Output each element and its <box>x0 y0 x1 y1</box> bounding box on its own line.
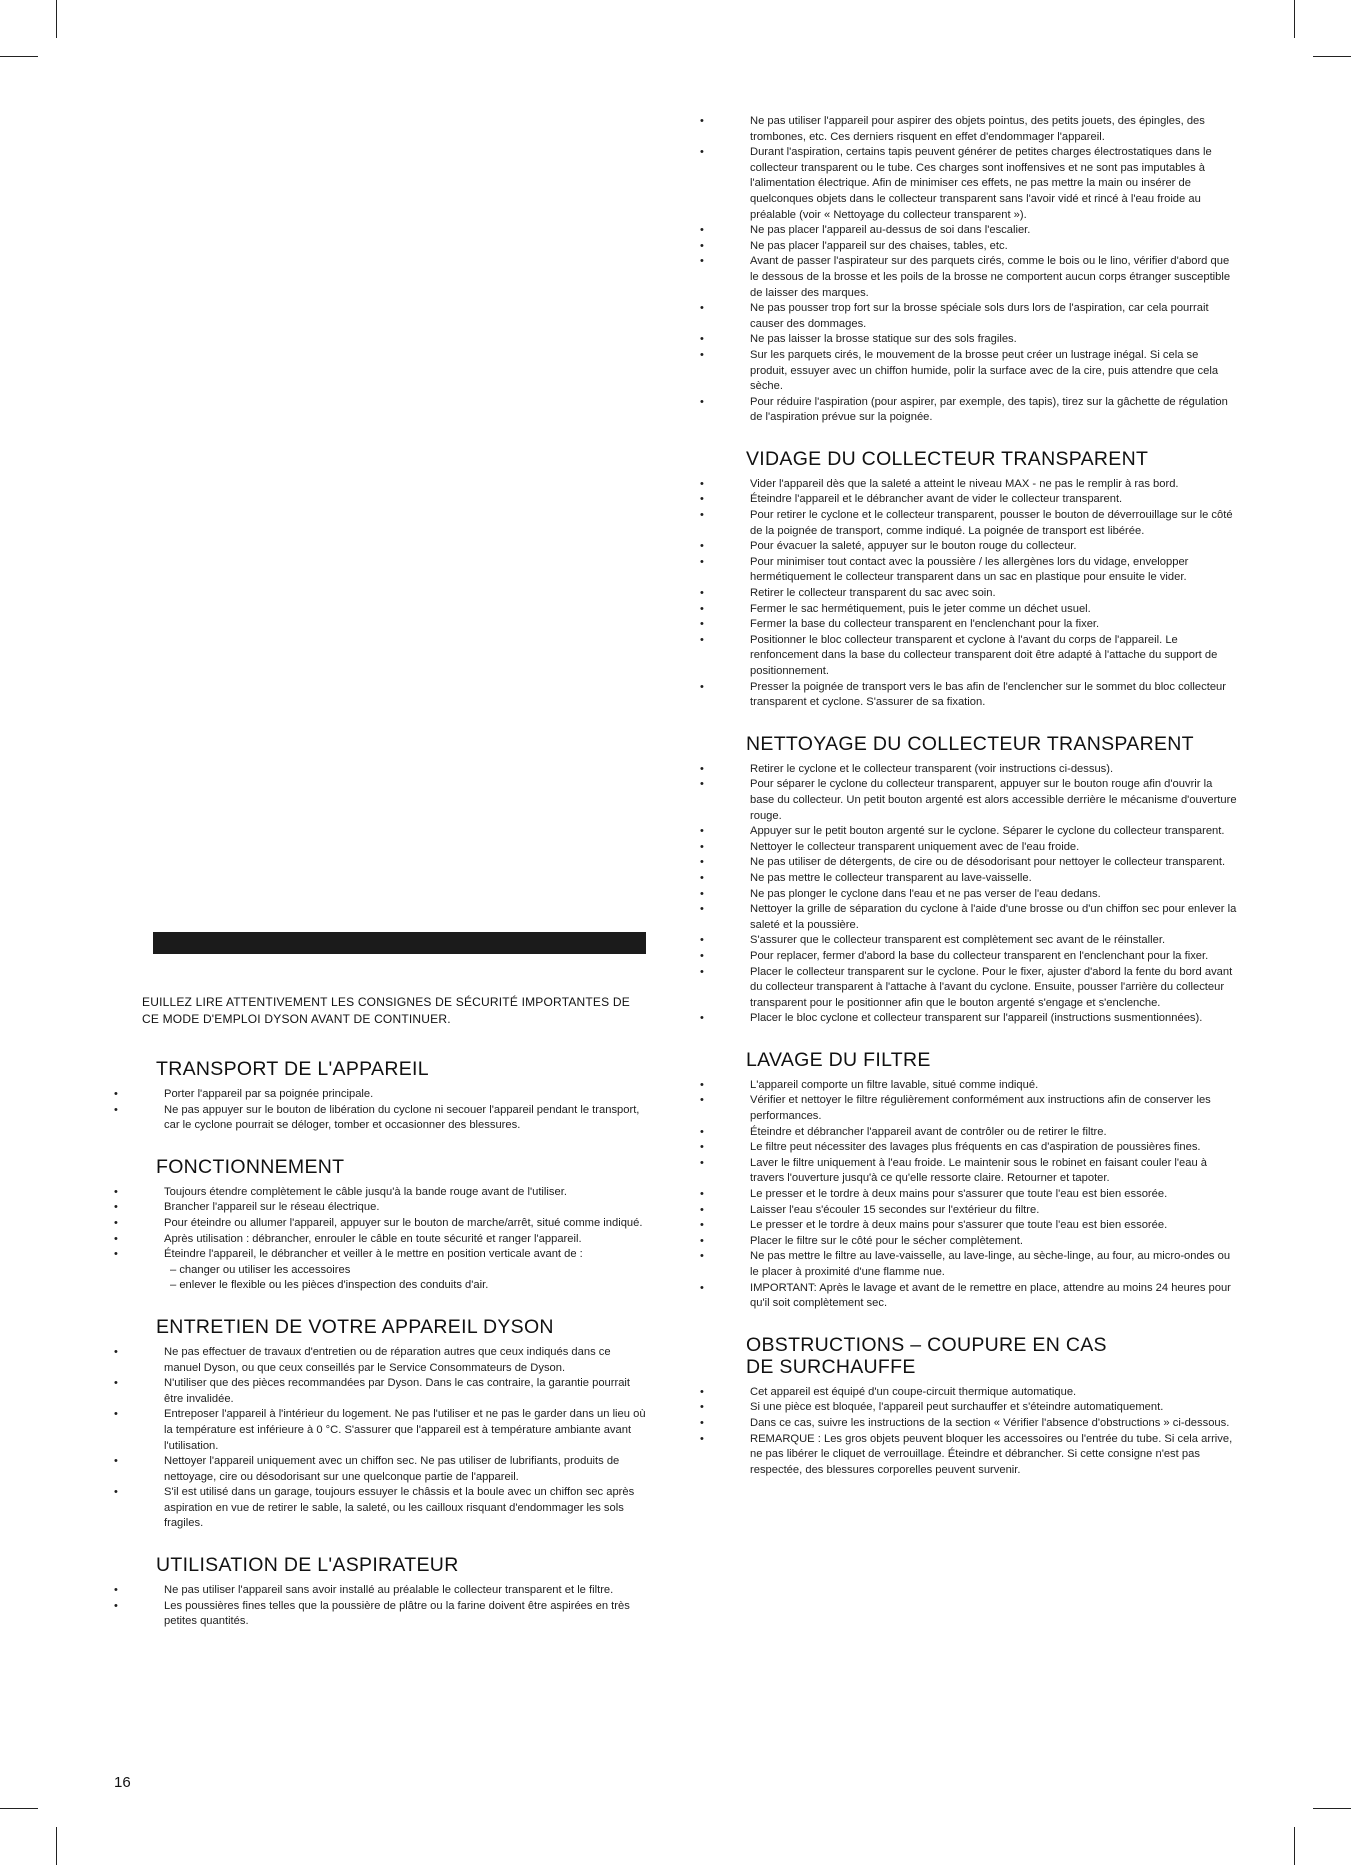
crop-mark <box>1313 1808 1351 1809</box>
section-title-nettoyage: NETTOYAGE DU COLLECTEUR TRANSPARENT <box>746 732 1194 755</box>
list-item: • Dans ce cas, suivre les instructions de la section « Vérifier l'absence d'obstructions » ci-dessous. <box>700 1416 1237 1432</box>
list-item: • Durant l'aspiration, certains tapis peuvent générer de petites charges électrostatiques dans le collecteur transparent ou le tube. Ces charges sont inoffensives et ne sont pas imputables à l'alimentation électrique. Afin de minimiser ces effets, ne pas mettre la main ou insérer de quelconques objets dans le collecteur transparent sans l'avoir vidé et rincé à l'eau froide au préalable (voir « Nettoyage du collecteur transparent »). <box>700 145 1237 223</box>
vidage-list <box>700 477 1237 711</box>
list-item: • Ne pas pousser trop fort sur la brosse spéciale sols durs lors de l'aspiration, car cela pourrait causer des dommages. <box>700 301 1237 332</box>
section-transport <box>114 1058 648 1134</box>
section-obstructions <box>700 1334 1237 1479</box>
obstructions-list <box>700 1385 1237 1479</box>
list-item: • Toujours étendre complètement le câble jusqu'à la bande rouge avant de l'utiliser. <box>114 1185 648 1201</box>
list-item: • Pour replacer, fermer d'abord la base du collecteur transparent en l'enclenchant pour la fixer. <box>700 949 1237 965</box>
section-vidage <box>700 448 1237 711</box>
sub-item: – enlever le flexible ou les pièces d'inspection des conduits d'air. <box>170 1279 489 1292</box>
section-lavage <box>700 1049 1237 1312</box>
section-title-lavage: LAVAGE DU FILTRE <box>746 1048 931 1071</box>
list-item: • S'assurer que le collecteur transparent est complètement sec avant de le réinstaller. <box>700 933 1237 949</box>
section-title-entretien: ENTRETIEN DE VOTRE APPAREIL DYSON <box>156 1315 554 1338</box>
list-item: • Vérifier et nettoyer le filtre régulièrement conformément aux instructions afin de conserver les performances. <box>700 1093 1237 1124</box>
list-item: • Porter l'appareil par sa poignée principale. <box>114 1087 648 1103</box>
section-title-line: DE SURCHAUFFE <box>746 1355 916 1378</box>
fonctionnement-list <box>114 1185 648 1263</box>
list-item: • Ne pas placer l'appareil au-dessus de soi dans l'escalier. <box>700 223 1237 239</box>
list-item: • Après utilisation : débrancher, enrouler le câble en toute sécurité et ranger l'appareil. <box>114 1232 648 1248</box>
section-title-fonctionnement: FONCTIONNEMENT <box>156 1155 345 1178</box>
list-item: • Éteindre l'appareil et le débrancher avant de vider le collecteur transparent. <box>700 492 1237 508</box>
list-item: • Ne pas utiliser de détergents, de cire ou de désodorisant pour nettoyer le collecteur transparent. <box>700 855 1237 871</box>
section-title-utilisation: UTILISATION DE L'ASPIRATEUR <box>156 1554 459 1577</box>
list-item: • Retirer le collecteur transparent du sac avec soin. <box>700 586 1237 602</box>
list-item: • Fermer le sac hermétiquement, puis le jeter comme un déchet usuel. <box>700 602 1237 618</box>
crop-mark <box>0 56 38 57</box>
utilisation-list <box>114 1583 648 1630</box>
list-item: • Fermer la base du collecteur transparent en l'enclenchant pour la fixer. <box>700 617 1237 633</box>
utilisation-cont-list <box>700 114 1237 426</box>
list-item: • Ne pas utiliser l'appareil sans avoir installé au préalable le collecteur transparent et le filtre. <box>114 1583 648 1599</box>
list-item: • Les poussières fines telles que la poussière de plâtre ou la farine doivent être aspirées en très petites quantités. <box>114 1599 648 1630</box>
list-item: • Éteindre et débrancher l'appareil avant de contrôler ou de retirer le filtre. <box>700 1125 1237 1141</box>
list-item: • Pour évacuer la saleté, appuyer sur le bouton rouge du collecteur. <box>700 539 1237 555</box>
list-item: • Ne pas effectuer de travaux d'entretien ou de réparation autres que ceux indiqués dans ce manuel Dyson, ou que ceux conseillés par le Service Consommateurs de Dyson. <box>114 1345 648 1376</box>
section-title-line: OBSTRUCTIONS – COUPURE EN CAS <box>746 1333 1107 1356</box>
header-bar <box>153 932 646 954</box>
list-item: • L'appareil comporte un filtre lavable, situé comme indiqué. <box>700 1078 1237 1094</box>
list-item: • Laver le filtre uniquement à l'eau froide. Le maintenir sous le robinet en faisant couler l'eau à travers l'ouverture jusqu'à ce qu'elle ressorte claire. Retourner et tapoter. <box>700 1156 1237 1187</box>
list-item: • Pour séparer le cyclone du collecteur transparent, appuyer sur le bouton rouge afin d'ouvrir la base du collecteur. Un petit bouton argenté est alors accessible derrière le mécanisme d'ouverture rouge. <box>700 777 1237 824</box>
list-item: • Le filtre peut nécessiter des lavages plus fréquents en cas d'aspiration de poussières fines. <box>700 1140 1237 1156</box>
section-fonctionnement <box>114 1156 648 1294</box>
list-item: • Ne pas mettre le filtre au lave-vaisselle, au lave-linge, au sèche-linge, au four, au micro-ondes ou le placer à proximité d'une flamme nue. <box>700 1249 1237 1280</box>
list-item: • Ne pas utiliser l'appareil pour aspirer des objets pointus, des petits jouets, des épingles, des trombones, etc. Ces derniers risquent en effet d'endommager l'appareil. <box>700 114 1237 145</box>
list-item: • Placer le bloc cyclone et collecteur transparent sur l'appareil (instructions susmentionnées). <box>700 1011 1237 1027</box>
list-item: • Placer le collecteur transparent sur le cyclone. Pour le fixer, ajuster d'abord la fente du bord avant du collecteur transparent à l'attache à l'avant du cyclone. Ensuite, pousser l'arrière du collecteur transparent pour le positionner afin que le bouton argenté s'engage et s'enclenche. <box>700 965 1237 1012</box>
section-title-obstructions <box>700 1334 1237 1378</box>
list-item: • Ne pas plonger le cyclone dans l'eau et ne pas verser de l'eau dedans. <box>700 887 1237 903</box>
list-item: • IMPORTANT: Après le lavage et avant de le remettre en place, attendre au moins 24 heures pour qu'il soit complètement sec. <box>700 1281 1237 1312</box>
list-item: • Vider l'appareil dès que la saleté a atteint le niveau MAX - ne pas le remplir à ras bord. <box>700 477 1237 493</box>
list-item: • REMARQUE : Les gros objets peuvent bloquer les accessoires ou l'entrée du tube. Si cela arrive, ne pas libérer le cliquet de verrouillage. Éteindre et débrancher. Si cette consigne n'est pas respectée, des blessures corporelles peuvent survenir. <box>700 1432 1237 1479</box>
list-item: • Positionner le bloc collecteur transparent et cyclone à l'avant du corps de l'appareil. Le renfoncement dans la base du collecteur transparent doit être adapté à l'attache du support de positionnement. <box>700 633 1237 680</box>
lavage-list <box>700 1078 1237 1312</box>
left-column <box>114 994 648 1652</box>
list-item: • Si une pièce est bloquée, l'appareil peut surchauffer et s'éteindre automatiquement. <box>700 1400 1237 1416</box>
section-utilisation-cont <box>700 114 1237 426</box>
list-item: • S'il est utilisé dans un garage, toujours essuyer le châssis et la boule avec un chiffon sec après aspiration en vue de retirer le sable, la saleté, ou les cailloux risquant d'endommager les sols fragiles. <box>114 1485 648 1532</box>
list-item: • Pour réduire l'aspiration (pour aspirer, par exemple, des tapis), tirez sur la gâchette de régulation de l'aspiration prévue sur la poignée. <box>700 395 1237 426</box>
crop-mark <box>1313 56 1351 57</box>
transport-list <box>114 1087 648 1134</box>
safety-intro: EUILLEZ LIRE ATTENTIVEMENT LES CONSIGNES DE SÉCURITÉ IMPORTANTES DE CE MODE D'EMPLOI DYSON AVANT DE CONTINUER. <box>142 995 630 1026</box>
section-entretien <box>114 1316 648 1532</box>
section-utilisation <box>114 1554 648 1630</box>
list-item: • Ne pas mettre le collecteur transparent au lave-vaisselle. <box>700 871 1237 887</box>
crop-mark <box>56 1827 57 1865</box>
sub-item: – changer ou utiliser les accessoires <box>170 1263 351 1276</box>
list-item: • Retirer le cyclone et le collecteur transparent (voir instructions ci-dessus). <box>700 762 1237 778</box>
list-item: • Ne pas appuyer sur le bouton de libération du cyclone ni secouer l'appareil pendant le transport, car le cyclone pourrait se déloger, tomber et occasionner des blessures. <box>114 1103 648 1134</box>
section-title-transport: TRANSPORT DE L'APPAREIL <box>156 1058 429 1080</box>
list-item: • Nettoyer la grille de séparation du cyclone à l'aide d'une brosse ou d'un chiffon sec pour enlever la saleté et la poussière. <box>700 902 1237 933</box>
list-item: • Nettoyer le collecteur transparent uniquement avec de l'eau froide. <box>700 840 1237 856</box>
entretien-list <box>114 1345 648 1532</box>
list-item: • N'utiliser que des pièces recommandées par Dyson. Dans le cas contraire, la garantie pourrait être invalidée. <box>114 1376 648 1407</box>
section-nettoyage <box>700 733 1237 1027</box>
list-item: • Éteindre l'appareil, le débrancher et veiller à le mettre en position verticale avant de : <box>114 1247 648 1263</box>
crop-mark <box>1294 1827 1295 1865</box>
list-item: • Avant de passer l'aspirateur sur des parquets cirés, comme le bois ou le lino, vérifier d'abord que le dessous de la brosse et les poils de la brosse ne comportent aucun corps étranger susceptible de laisser des marques. <box>700 254 1237 301</box>
list-item: • Appuyer sur le petit bouton argenté sur le cyclone. Séparer le cyclone du collecteur transparent. <box>700 824 1237 840</box>
list-item: • Sur les parquets cirés, le mouvement de la brosse peut créer un lustrage inégal. Si cela se produit, essuyer avec un chiffon humide, polir la surface avec de la cire, puis attendre que cela sèche. <box>700 348 1237 395</box>
nettoyage-list <box>700 762 1237 1027</box>
list-item: • Pour retirer le cyclone et le collecteur transparent, pousser le bouton de déverrouillage sur le côté de la poignée de transport, comme indiqué. La poignée de transport est libérée. <box>700 508 1237 539</box>
list-item: • Brancher l'appareil sur le réseau électrique. <box>114 1200 648 1216</box>
list-item: • Placer le filtre sur le côté pour le sécher complètement. <box>700 1234 1237 1250</box>
right-column <box>700 114 1237 1500</box>
list-item: • Pour minimiser tout contact avec la poussière / les allergènes lors du vidage, envelopper hermétiquement le collecteur transparent dans un sac en plastique pour ensuite le vider. <box>700 555 1237 586</box>
crop-mark <box>56 0 57 38</box>
section-title-vidage: VIDAGE DU COLLECTEUR TRANSPARENT <box>746 447 1149 470</box>
list-item: • Ne pas placer l'appareil sur des chaises, tables, etc. <box>700 239 1237 255</box>
list-item: • Presser la poignée de transport vers le bas afin de l'enclencher sur le sommet du bloc collecteur transparent et cyclone. S'assurer de sa fixation. <box>700 680 1237 711</box>
crop-mark <box>0 1808 38 1809</box>
list-item: • Le presser et le tordre à deux mains pour s'assurer que toute l'eau est bien essorée. <box>700 1218 1237 1234</box>
list-item: • Entreposer l'appareil à l'intérieur du logement. Ne pas l'utiliser et ne pas le garder dans un lieu où la température est inférieure à 0 °C. S'assurer que l'appareil est à température ambiante avant l'utilisation. <box>114 1407 648 1454</box>
list-item: • Cet appareil est équipé d'un coupe-circuit thermique automatique. <box>700 1385 1237 1401</box>
crop-mark <box>1294 0 1295 38</box>
list-item: • Laisser l'eau s'écouler 15 secondes sur l'extérieur du filtre. <box>700 1203 1237 1219</box>
list-item: • Le presser et le tordre à deux mains pour s'assurer que toute l'eau est bien essorée. <box>700 1187 1237 1203</box>
list-item: • Pour éteindre ou allumer l'appareil, appuyer sur le bouton de marche/arrêt, situé comme indiqué. <box>114 1216 648 1232</box>
list-item: • Nettoyer l'appareil uniquement avec un chiffon sec. Ne pas utiliser de lubrifiants, produits de nettoyage, cire ou désodorisant sur une quelconque partie de l'appareil. <box>114 1454 648 1485</box>
page-number: 16 <box>114 1774 131 1791</box>
list-item: • Ne pas laisser la brosse statique sur des sols fragiles. <box>700 332 1237 348</box>
